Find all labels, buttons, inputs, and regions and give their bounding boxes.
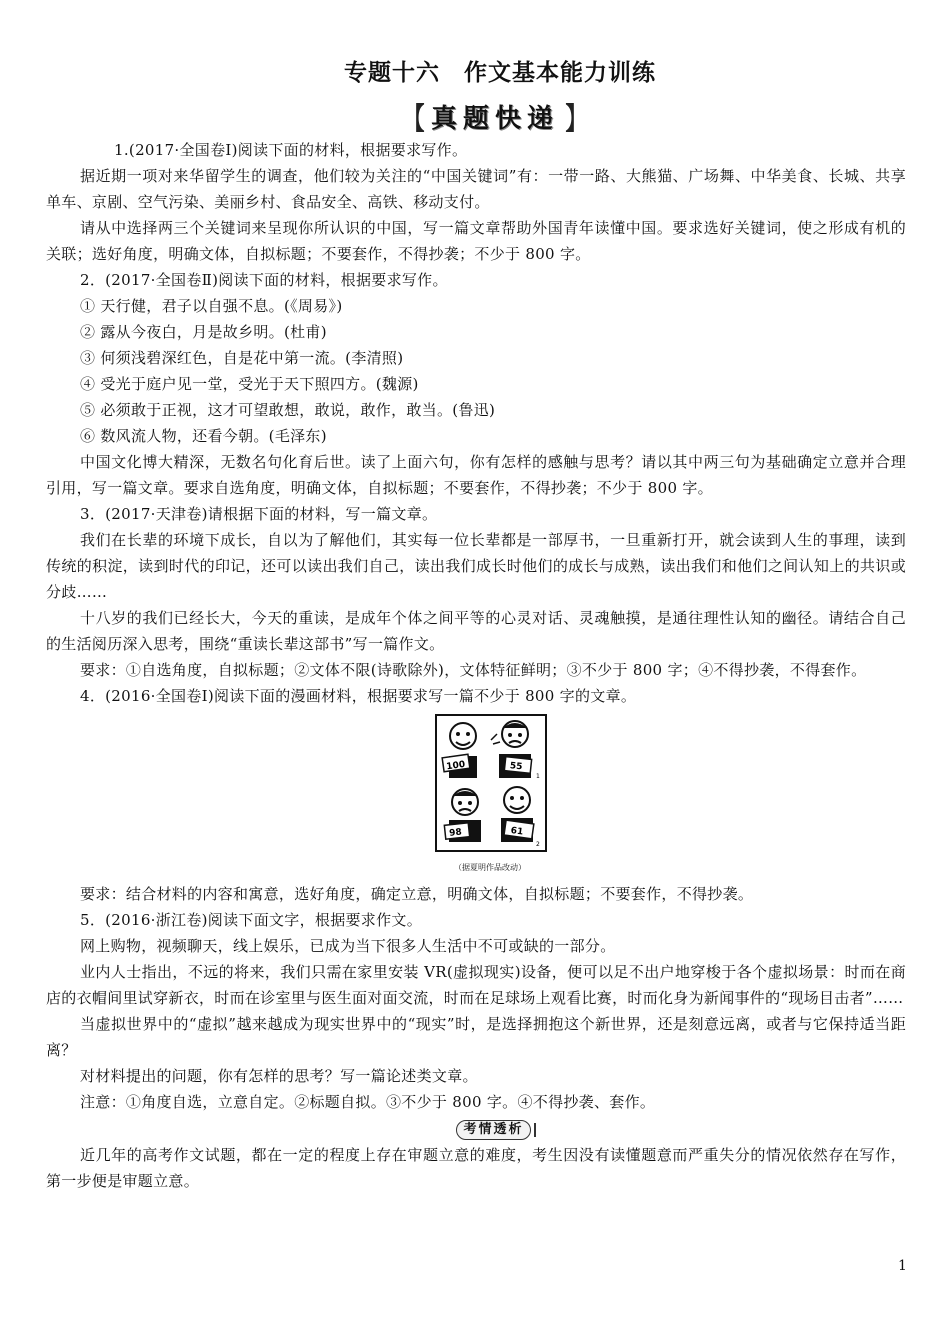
paragraph: 当虚拟世界中的“虚拟”越来越成为现实世界中的“现实”时，是选择拥抱这个新世界，还是刻意远离，或者与它保持适当距离？ [46,1015,906,1059]
section-banner [395,98,595,137]
paragraph: 十八岁的我们已经长大，今天的重读，是成年个体之间平等的心灵对话、灵魂触摸，是通往理性认知的幽径。请结合自己的生活阅历深入思考，围绕“重读长辈这部书”写一篇作文。 [46,609,906,653]
paragraph: 1.(2017·全国卷Ⅰ)阅读下面的材料，根据要求写作。 [114,141,468,159]
cartoon-figure [435,714,547,881]
document-body [46,137,906,1194]
quote-item: ⑤ 必须敢于正视，这才可望敢想，敢说，敢作，敢当。(鲁迅) [80,401,496,419]
figure-caption: （据夏明作品改动） [454,863,526,872]
paragraph: 请从中选择两三个关键词来呈现你所认识的中国，写一篇文章帮助外国青年读懂中国。要求选好关键词，使之形成有机的关联；选好角度，明确文体，自拟标题；不要套作，不得抄袭；不少于 800 字。 [46,219,906,263]
paragraph: 据近期一项对来华留学生的调查，他们较为关注的“中国关键词”有：一带一路、大熊猫、广场舞、中华美食、长城、共享单车、京剧、空气污染、美丽乡村、食品安全、高铁、移动支付。 [46,167,906,211]
paragraph: 5．(2016·浙江卷)阅读下面文字，根据要求作文。 [80,911,422,929]
kaoqing-label-bar [534,1123,536,1137]
panel2-right-score: 61 [509,825,524,838]
kaoqing-label-text: 考情透析 [456,1120,530,1140]
paragraph: 要求：①自选角度，自拟标题；②文体不限(诗歌除外)，文体特征鲜明；③不少于 800 字；④不得抄袭，不得套作。 [80,661,867,679]
page-title: 专题十六 作文基本能力训练 [344,60,656,86]
paragraph: 近几年的高考作文试题，都在一定的程度上存在审题立意的难度，考生因没有读懂题意而严重失分的情况依然存在写作，第一步便是审题立意。 [46,1146,906,1190]
paragraph: 中国文化博大精深，无数名句化育后世。读了上面六句，你有怎样的感触与思考？请以其中两三句为基础确定立意并合理引用，写一篇文章。要求自选角度，明确文体，自拟标题；不要套作，不得抄袭；不少于 800 字。 [46,453,906,497]
page-number: 1 [898,1258,907,1274]
banner-right-bracket: 】 [565,102,587,137]
paragraph: 2．(2017·全国卷Ⅱ)阅读下面的材料，根据要求写作。 [80,271,448,289]
paragraph: 网上购物，视频聊天，线上娱乐，已成为当下很多人生活中不可或缺的一部分。 [80,937,616,955]
paragraph: 要求：结合材料的内容和寓意，选好角度，确定立意，明确文体，自拟标题；不要套作，不得抄袭。 [80,885,754,903]
paragraph: 注意：①角度自选，立意自定。②标题自拟。③不少于 800 字。④不得抄袭、套作。 [80,1093,656,1111]
panel2-left-score: 98 [448,827,463,839]
cartoon-drawing [437,716,545,850]
panel1-left-score: 100 [445,759,466,773]
kaoqing-label [86,1118,906,1142]
quote-item: ③ 何须浅碧深红色，自是花中第一流。(李清照) [80,349,404,367]
quote-item: ⑥ 数风流人物，还看今朝。(毛泽东) [80,427,327,445]
cartoon-image [435,714,547,852]
quote-item: ① 天行健，君子以自强不息。(《周易》) [80,297,343,315]
quote-item: ② 露从今夜白，月是故乡明。(杜甫) [80,323,327,341]
paragraph: 对材料提出的问题，你有怎样的思考？写一篇论述类文章。 [80,1067,478,1085]
paragraph: 业内人士指出，不远的将来，我们只需在家里安装 VR(虚拟现实)设备，便可以足不出户地穿梭于各个虚拟场景：时而在商店的衣帽间里试穿新衣，时而在诊室里与医生面对面交流，时而在足球场上观看比赛，时而化身为新闻事件的“现场目击者”…… [46,963,906,1007]
paragraph: 4．(2016·全国卷Ⅰ)阅读下面的漫画材料，根据要求写一篇不少于 800 字的文章。 [80,687,637,705]
paragraph: 我们在长辈的环境下成长，自以为了解他们，其实每一位长辈都是一部厚书，一旦重新打开，就会读到人生的事理，读到传统的积淀，读到时代的印记，还可以读出我们自己，读出我们成长时他们的成长与成熟，读出我们和他们之间认知上的共识或分歧…… [46,531,906,601]
panel1-right-score: 55 [509,761,523,773]
panel-number-1: 1 [536,773,540,780]
quote-item: ④ 受光于庭户见一堂，受光于天下照四方。(魏源) [80,375,419,393]
paragraph: 3．(2017·天津卷)请根据下面的材料，写一篇文章。 [80,505,438,523]
banner-left-bracket: 【 [403,102,425,137]
banner-text: 真题快递 [430,103,559,134]
panel-number-2: 2 [536,841,540,848]
